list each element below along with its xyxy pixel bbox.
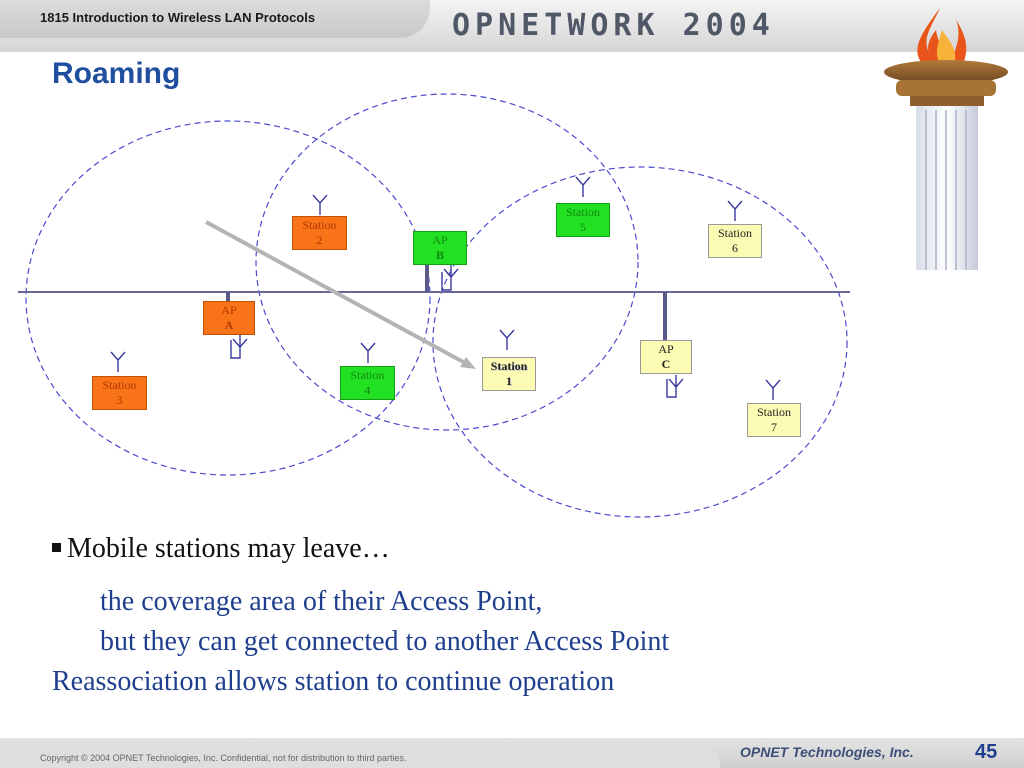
copyright-text: Copyright © 2004 OPNET Technologies, Inc. Confidential, not for distribution to third parties. [40,753,407,763]
station-5-number: 5 [580,220,586,234]
header-tab [0,0,430,38]
station-2-label: Station [302,218,337,232]
course-title: 1815 Introduction to Wireless LAN Protocols [40,10,316,25]
station-6-label: Station [717,226,752,240]
bullet-square-icon [52,543,61,552]
page-title: Roaming [52,57,181,90]
station-2-box [292,216,347,250]
torch-logo-icon [870,0,1024,270]
company-name: OPNET Technologies, Inc. [740,744,914,760]
station-3-number: 3 [116,393,123,407]
bullet-sub-1: the coverage area of their Access Point, [100,586,543,617]
station-7-box [747,403,801,437]
bullet-sub-2: but they can get connected to another Access Point [100,626,670,657]
antenna-icon-station-2 [313,195,327,215]
station-1-box [482,357,536,391]
ap-c-box [640,340,692,374]
station-6-number: 6 [732,241,738,255]
bullet-main-text: Mobile stations may leave… [67,533,390,564]
ap-c-label: AP [658,342,674,356]
station-3-label: Station [102,378,137,392]
station-4-box [340,366,395,400]
station-4-label: Station [350,368,385,382]
antenna-icon-station-3 [111,352,125,372]
ap-b-label: AP [432,233,448,247]
ap-b-box [413,231,467,265]
station-7-label: Station [756,405,791,419]
antenna-icon-station-4 [361,343,375,363]
station-2-number: 2 [316,233,323,247]
station-4-number: 4 [364,383,371,397]
page-number: 45 [975,741,998,763]
station-1-number: 1 [506,374,512,388]
ap-a-label: AP [221,303,237,317]
antenna-icon-ap-b [442,265,458,290]
station-5-label: Station [565,205,600,219]
brand-logo-text: OPNETWORK 2004 [452,8,775,43]
antenna-icon-ap-a [231,335,247,358]
station-3-box [92,376,147,410]
antenna-icon-station-1 [500,330,514,350]
antenna-icon-station-5 [576,177,590,197]
ap-a-box [203,301,255,335]
bullet-main [52,533,390,565]
antenna-icon-station-6 [728,201,742,221]
station-7-number: 7 [771,420,777,434]
ap-a-letter: A [224,318,234,332]
ap-c-letter: C [661,357,671,371]
antenna-icon-ap-c [667,375,683,397]
roaming-diagram [0,85,870,525]
station-5-box [556,203,610,237]
station-1-label: Station [490,359,528,373]
station-6-box [708,224,762,258]
antenna-icon-station-7 [766,380,780,400]
ap-b-letter: B [435,248,444,262]
bullet-sub-3: Reassociation allows station to continue operation [52,666,615,697]
